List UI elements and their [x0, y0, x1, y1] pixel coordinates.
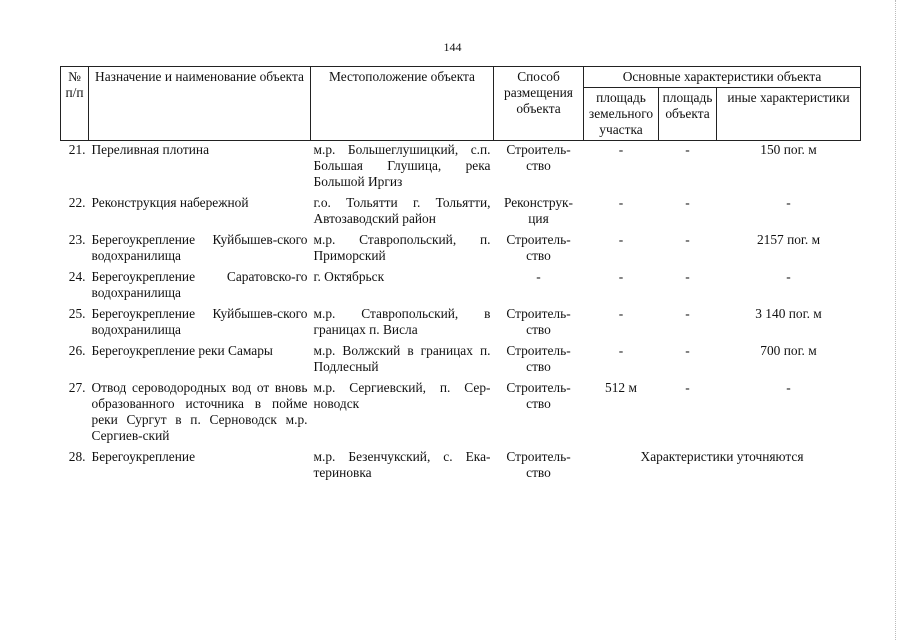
row-number: 22.: [68, 195, 86, 210]
row-location: г.о. Тольятти г. Тольятти, Автозаводский район: [313, 195, 491, 226]
objects-table: [60, 66, 861, 485]
row-method: Строитель-ство: [506, 306, 571, 337]
row-area-land: -: [618, 269, 624, 284]
row-number: 25.: [68, 306, 86, 321]
row-area-object: -: [685, 306, 690, 321]
table-row: [61, 231, 861, 268]
row-other: -: [786, 380, 791, 395]
row-number: 21.: [68, 142, 86, 157]
row-method: Строитель-ство: [506, 380, 571, 411]
header-location: Местоположение объекта: [311, 67, 494, 141]
row-other: 3 140 пог. м: [755, 306, 822, 321]
row-other: 2157 пог. м: [756, 232, 821, 247]
row-other: 150 пог. м: [760, 142, 817, 157]
row-name: Берегоукрепление реки Самары: [91, 343, 273, 358]
header-area-land: площадь земельного участка: [584, 88, 659, 141]
row-method: Строитель-ство: [506, 449, 571, 480]
row-area-object: -: [685, 380, 690, 395]
row-area-land: -: [618, 232, 624, 247]
table-row: [61, 268, 861, 305]
row-other: -: [786, 195, 791, 210]
row-name: Берегоукрепление Куйбышев-ского водохранилища: [91, 306, 308, 337]
row-area-object: -: [685, 269, 690, 284]
row-area-land: -: [618, 195, 624, 210]
page-number: 144: [443, 40, 462, 54]
row-location: м.р. Ставропольский, п. Приморский: [313, 232, 491, 263]
row-method: -: [536, 269, 541, 284]
header-num: № п/п: [61, 67, 89, 141]
row-area-land: -: [618, 306, 624, 321]
row-name: Берегоукрепление Куйбышев-ского водохранилища: [91, 232, 308, 263]
header-characteristics: Основные характеристики объекта: [584, 67, 861, 88]
row-location: м.р. Ставропольский, в границах п. Висла: [313, 306, 491, 337]
row-name: Берегоукрепление Саратовско-го водохранилища: [91, 269, 308, 300]
row-name: Отвод сероводородных вод от вновь образованного источника в пойме реки Сургут в п. Серноводск м.р. Сергиев-ский: [91, 380, 308, 443]
table-row: [61, 194, 861, 231]
table-header: [61, 67, 861, 141]
row-area-object: -: [685, 142, 690, 157]
row-area-object: -: [685, 232, 690, 247]
row-name: Переливная плотина: [91, 142, 210, 157]
row-number: 26.: [68, 343, 86, 358]
row-number: 24.: [68, 269, 86, 284]
row-characteristics-merged: Характеристики уточняются: [640, 449, 804, 464]
row-method: Строитель-ство: [506, 142, 571, 173]
row-number: 28.: [68, 449, 86, 464]
header-name: Назначение и наименование объекта: [89, 67, 311, 141]
header-area-object: площадь объекта: [659, 88, 717, 141]
table-row: [61, 379, 861, 448]
row-location: м.р. Сергиевский, п. Сер-новодск: [313, 380, 491, 411]
row-location: м.р. Безенчукский, с. Ека-териновка: [313, 449, 491, 480]
row-area-land: 512 м: [605, 380, 637, 395]
row-location: г. Октябрьск: [313, 269, 385, 284]
header-other: иные характеристики: [717, 88, 861, 141]
row-other: 700 пог. м: [760, 343, 817, 358]
row-location: м.р. Волжский в границах п. Подлесный: [313, 343, 491, 374]
row-area-land: -: [618, 343, 624, 358]
table-row: [61, 342, 861, 379]
row-area-object: -: [685, 195, 690, 210]
row-method: Строитель-ство: [506, 343, 571, 374]
page-edge-line: [895, 0, 897, 640]
row-method: Строитель-ство: [506, 232, 571, 263]
header-method: Способ размещения объекта: [494, 67, 584, 141]
row-method: Реконструк-ция: [503, 195, 574, 226]
row-area-land: -: [618, 142, 624, 157]
table-row: [61, 448, 861, 485]
row-number: 27.: [68, 380, 86, 395]
row-area-object: -: [685, 343, 690, 358]
row-location: м.р. Большеглушицкий, с.п. Большая Глушица, река Большой Иргиз: [313, 142, 491, 189]
row-name: Реконструкция набережной: [91, 195, 249, 210]
row-other: -: [786, 269, 791, 284]
row-name: Берегоукрепление: [91, 449, 196, 464]
row-number: 23.: [68, 232, 86, 247]
table-row: [61, 305, 861, 342]
table-row: [61, 141, 861, 195]
table-body: [61, 141, 861, 486]
